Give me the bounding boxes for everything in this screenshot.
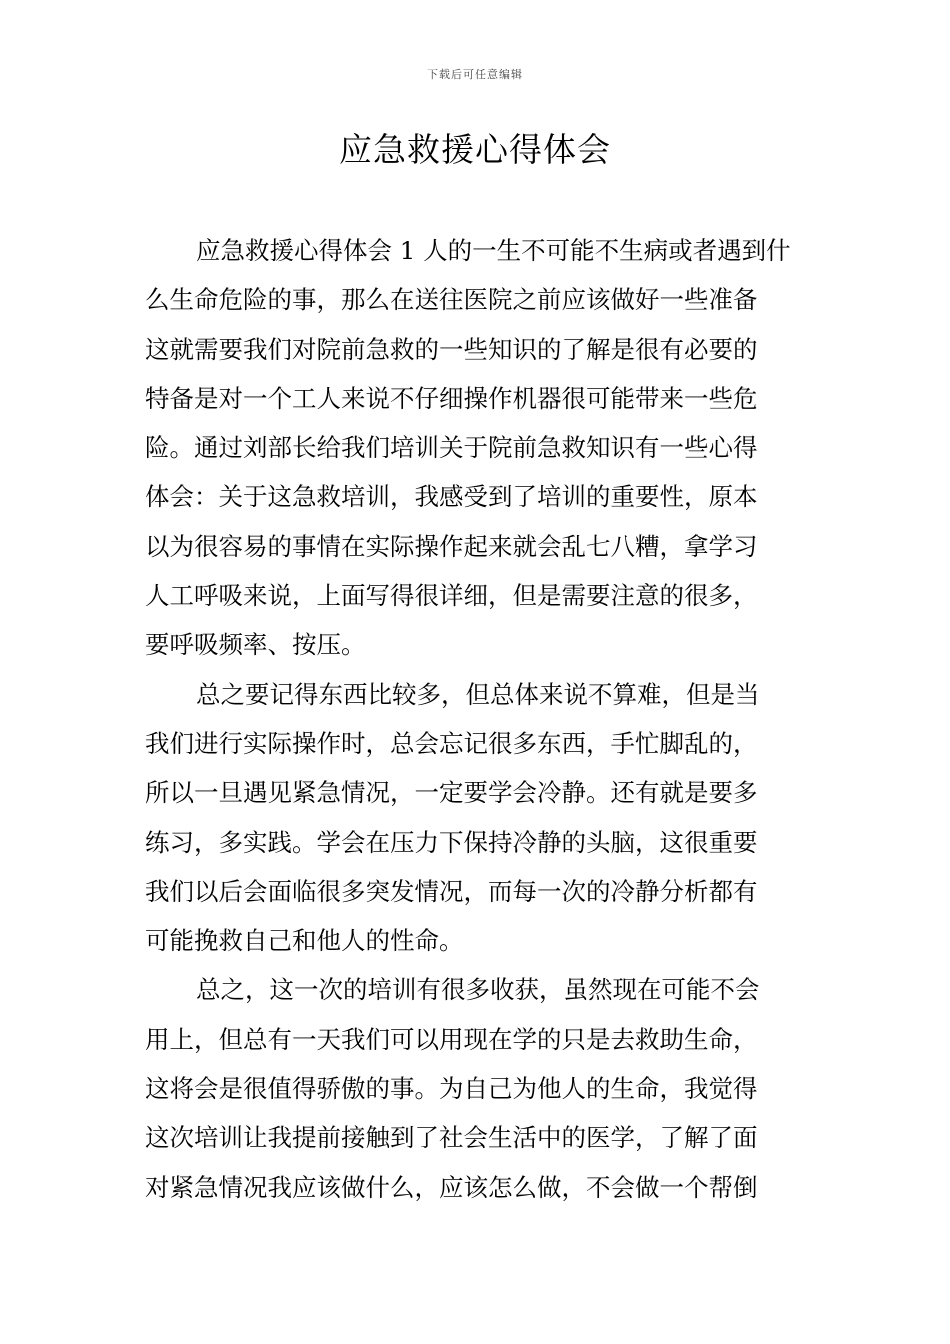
paragraph-2-line: 我们进行实际操作时，总会忘记很多东西，手忙脚乱的， — [145, 728, 758, 758]
paragraph-2-line: 所以一旦遇见紧急情况，一定要学会冷静。还有就是要多 — [145, 778, 758, 808]
paragraph-1-line: 特备是对一个工人来说不仔细操作机器很可能带来一些危 — [145, 383, 758, 413]
paragraph-1-line: 体会：关于这急救培训，我感受到了培训的重要性，原本 — [145, 482, 758, 512]
paragraph-1-line: 应急救援心得体会 1 人的一生不可能不生病或者遇到什 — [196, 236, 791, 265]
paragraph-1-line: 人工呼吸来说，上面写得很详细，但是需要注意的很多， — [145, 581, 758, 611]
paragraph-3-line: 对紧急情况我应该做什么，应该怎么做，不会做一个帮倒 — [145, 1172, 758, 1202]
document-body — [145, 226, 805, 1212]
paragraph-3-line: 总之，这一次的培训有很多收获，虽然现在可能不会 — [196, 975, 760, 1005]
paragraph-2-line: 可能挽救自己和他人的性命。 — [145, 926, 464, 956]
document-title: 应急救援心得体会 — [339, 130, 611, 169]
paragraph-1-line: 要呼吸频率、按压。 — [145, 630, 366, 660]
paragraph-3-line: 用上，但总有一天我们可以用现在学的只是去救助生命， — [145, 1024, 758, 1054]
paragraph-1-line: 以为很容易的事情在实际操作起来就会乱七八糟，拿学习 — [145, 531, 758, 561]
paragraph-2-line: 我们以后会面临很多突发情况，而每一次的冷静分析都有 — [145, 876, 758, 906]
paragraph-3-line: 这将会是很值得骄傲的事。为自己为他人的生命，我觉得 — [145, 1074, 758, 1104]
header-note: 下载后可任意编辑 — [427, 68, 523, 81]
paragraph-1-line: 险。通过刘部长给我们培训关于院前急救知识有一些心得 — [145, 433, 758, 463]
paragraph-2-line: 总之要记得东西比较多，但总体来说不算难，但是当 — [196, 679, 760, 709]
paragraph-1-line: 这就需要我们对院前急救的一些知识的了解是很有必要的 — [145, 334, 758, 364]
paragraph-2-line: 练习，多实践。学会在压力下保持冷静的头脑，这很重要 — [145, 827, 758, 857]
paragraph-1-line: 么生命危险的事，那么在送往医院之前应该做好一些准备 — [145, 285, 758, 315]
paragraph-3-line: 这次培训让我提前接触到了社会生活中的医学，了解了面 — [145, 1123, 758, 1153]
